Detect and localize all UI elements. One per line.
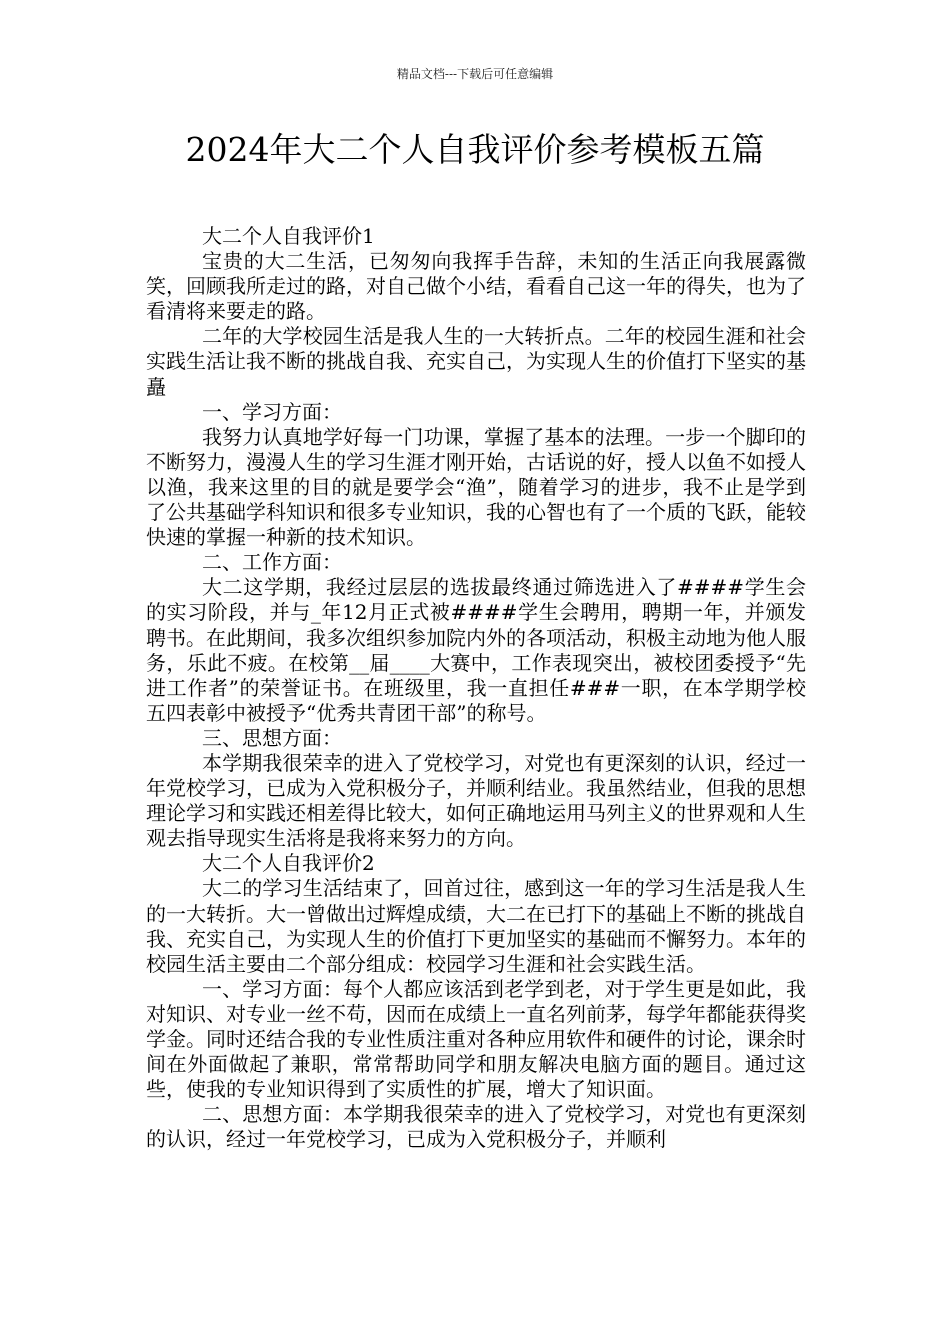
paragraph: 二年的大学校园生活是我人生的一大转折点。二年的校园生涯和社会实践生活让我不断的挑战自我、充实自己，为实现人生的价值打下坚实的基矗: [146, 324, 806, 399]
subheading-study: 一、学习方面：: [202, 399, 342, 424]
section-heading-1: 大二个人自我评价1: [202, 224, 375, 248]
paragraph: 宝贵的大二生活，已匆匆向我挥手告辞，未知的生活正向我展露微笑，回顾我所走过的路，对自己做个小结，看看自己这一年的得失，也为了看清将来要走的路。: [146, 249, 806, 324]
paragraph: 本学期我很荣幸的进入了党校学习，对党也有更深刻的认识，经过一年党校学习，已成为入党积极分子，并顺利结业。我虽然结业，但我的思想理论学习和实践还相差得比较大，如何正确地运用马列主义的世界观和人生观去指导现实生活将是我将来努力的方向。: [146, 750, 806, 851]
paragraph: 二、思想方面：本学期我很荣幸的进入了党校学习，对党也有更深刻的认识，经过一年党校学习，已成为入党积极分子，并顺利: [146, 1102, 806, 1152]
paragraph: 一、学习方面：每个人都应该活到老学到老，对于学生更是如此，我对知识、对专业一丝不苟，因而在成绩上一直名列前茅，每学年都能获得奖学金。同时还结合我的专业性质注重对各种应用软件和硬件的讨论，课余时间在外面做起了兼职，常常帮助同学和朋友解决电脑方面的题目。通过这些，使我的专业知识得到了实质性的扩展，增大了知识面。: [146, 976, 806, 1102]
page-header: 精品文档---下载后可任意编辑: [396, 67, 554, 81]
paragraph: 大二这学期，我经过层层的选拔最终通过筛选进入了####学生会的实习阶段，并与_年12月正式被####学生会聘用，聘期一年，并颁发聘书。在此期间，我多次组织参加院内外的各项活动，积极主动地为他人服务，乐此不疲。在校第__届____大赛中，工作表现突出，被校团委授予“先进工作者”的荣誉证书。在班级里，我一直担任###一职，在本学期学校五四表彰中被授予“优秀共青团干部”的称号。: [146, 575, 806, 725]
paragraph: 我努力认真地学好每一门功课，掌握了基本的法理。一步一个脚印的不断努力，漫漫人生的学习生涯才刚开始，古话说的好，授人以鱼不如授人以渔，我来这里的目的就是要学会“渔”，随着学习的进步，我不止是学到了公共基础学科知识和很多专业知识，我的心智也有了一个质的飞跃，能较快速的掌握一种新的技术知识。: [146, 424, 806, 550]
paragraph: 大二的学习生活结束了，回首过往，感到这一年的学习生活是我人生的一大转折。大一曾做出过辉煌成绩，大二在已打下的基础上不断的挑战自我、充实自己，为实现人生的价值打下更加坚实的基础而不懈努力。本年的校园生活主要由二个部分组成：校园学习生涯和社会实践生活。: [146, 876, 806, 976]
subheading-work: 二、工作方面：: [202, 550, 342, 575]
subheading-thought: 三、思想方面：: [202, 725, 342, 750]
document-title: 2024年大二个人自我评价参考模板五篇: [185, 130, 765, 169]
section-heading-2: 大二个人自我评价2: [202, 851, 375, 876]
document-body: [146, 224, 806, 1152]
